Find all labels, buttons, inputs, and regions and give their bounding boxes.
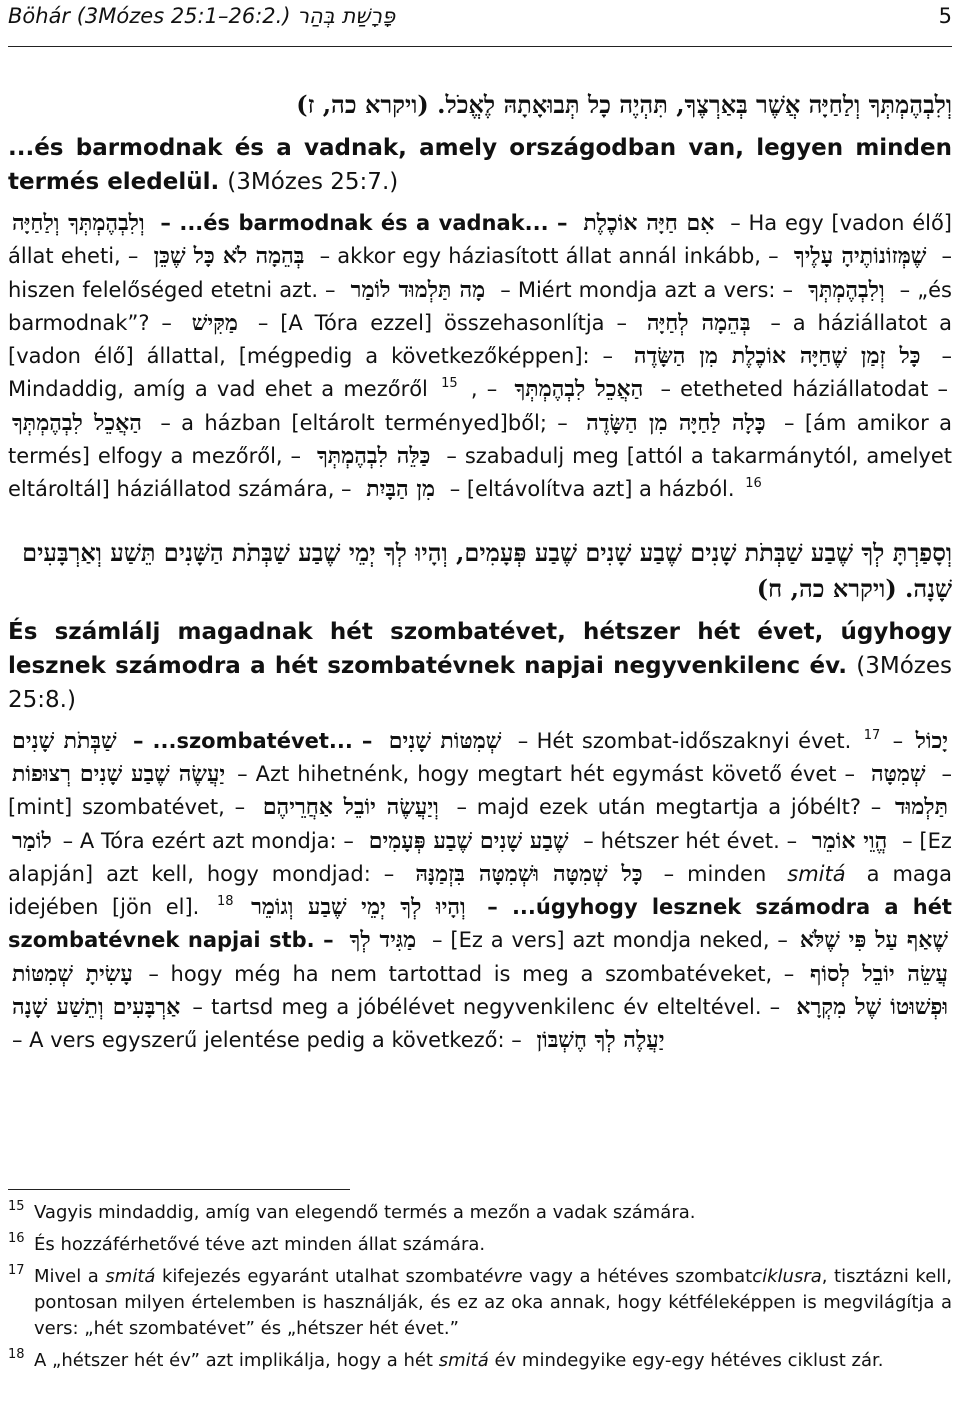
commentary-text: a maga idejében [jön el]. xyxy=(8,861,952,920)
footnote-ref: 15 xyxy=(441,376,458,392)
italic-term: ciklusra xyxy=(752,1266,822,1287)
footnote-number: 18 xyxy=(8,1347,25,1362)
italic-term: smitá xyxy=(105,1266,156,1287)
hebrew-quote: שֶׁמְּזוֹנוֹתֶיהָ עָלֶיךָ xyxy=(793,243,927,270)
hebrew-quote: כַּלֵּה לִבְהֶמְתְּךָ xyxy=(317,443,431,470)
hebrew-quote: וְהָיוּ לְךָ יְמֵי שֶׁבַע וְגוֹמֵר xyxy=(251,894,466,921)
commentary-text: – akkor egy háziasított állat annál inkább, – xyxy=(319,244,779,269)
verse-2 xyxy=(8,535,952,717)
footnote-17 xyxy=(8,1264,952,1342)
verse-lemma: – ...úgyhogy lesznek számodra a hét szombatévnek napjai stb. – xyxy=(8,895,952,953)
commentary-text: – A Tóra ezért azt mondja: – xyxy=(62,828,354,853)
hebrew-quote: תַּלְמוּד לוֹמַר xyxy=(12,794,949,854)
hebrew-quote: שַׁבְּתֹת שָׁנִים xyxy=(12,727,117,754)
commentary-text: – [A Tóra ezzel] összehasonlítja – xyxy=(257,310,627,335)
commentary-text: – Hét szombat-időszaknyi évet. xyxy=(517,728,852,753)
commentary-text: – tartsd meg a jóbélévet negyvenkilenc év elteltével. – xyxy=(192,995,781,1020)
verse-lemma: – ...és barmodnak és a vadnak... – xyxy=(160,211,568,235)
hebrew-quote: אִם חַיָּה אוֹכֶלֶת xyxy=(583,210,715,236)
verse-2-hebrew: וְסָפַרְתָּ לְךָ שֶׁבַע שַׁבְּתֹת שָׁנִים שֶׁבַע שָׁנִים שֶׁבַע פְּעָמִים, וְהָיוּ לְךָ יְמֵי שֶׁבַע שַׁבְּתֹת הַשָּׁנִים תֵּשַׁע וְאַרְבָּעִים שָׁנָה. (ויקרא כה, ח) xyxy=(22,537,952,603)
header-title: Böhár (3Mózes 25:1–26:2.) פָּרָשַׁת בְּהַר xyxy=(8,4,396,28)
hebrew-quote: שְׁמִטָּה xyxy=(870,760,926,787)
footnote-ref: 18 xyxy=(216,894,234,910)
commentary-2 xyxy=(8,725,952,1058)
commentary-text: – „és barmodnak”? – xyxy=(8,277,952,335)
footnote-number: 15 xyxy=(8,1199,25,1214)
hebrew-quote: עֲשֵׂה יוֹבֵל לְסוֹף אַרְבָּעִים וְתֵשַׁע שָׁנָה xyxy=(12,960,948,1021)
commentary-text: – hiszen felelőséged etetni azt. – xyxy=(8,244,953,302)
hebrew-quote: מָה תַּלְמוּד לוֹמַר xyxy=(350,276,486,303)
verse-1-translation-text: ...és barmodnak és a vadnak, amely országodban van, legyen minden termés eledelül. xyxy=(8,135,952,195)
footnote-divider xyxy=(8,1189,350,1190)
italic-term: smitá xyxy=(438,1350,489,1371)
commentary-text: – minden xyxy=(663,861,767,886)
footnotes xyxy=(8,1200,952,1380)
commentary-text: – Miért mondja azt a vers: – xyxy=(500,277,794,302)
commentary-text: – a háziállatot a [vadon élő] állattal, [mégpedig a következőképpen]: – xyxy=(8,310,952,369)
hebrew-quote: שֶׁבַע שָׁנִים שֶׁבַע פְּעָמִים xyxy=(368,827,569,854)
page-number: 5 xyxy=(938,4,952,28)
verse-1 xyxy=(8,87,952,199)
commentary-text: – Ha egy [vadon élő] állat eheti, – xyxy=(8,211,953,269)
footnote-16 xyxy=(8,1232,952,1258)
hebrew-quote: כָּלָה לַחַיָּה מִן הַשָּׂדֶה xyxy=(586,409,766,436)
verse-2-translation xyxy=(8,615,952,717)
commentary-text: – etetheted háziállatodat – xyxy=(660,377,948,402)
footnote-number: 16 xyxy=(8,1231,25,1246)
hebrew-quote: יַעֲלֶה לְךָ חֶשְׁבּוֹן xyxy=(536,1027,665,1054)
running-header xyxy=(8,0,952,47)
hebrew-quote: בְּהֵמָה לְחַיָּה xyxy=(646,309,751,336)
hebrew-quote: הַאֲכֵל לִבְהֶמְתְּךָ xyxy=(12,409,142,436)
hebrew-quote: כָּל שְׁמִטָּה וּשְׁמִטָּה בִּזְמַנָּהּ xyxy=(415,860,643,887)
verse-1-reference: (3Mózes 25:7.) xyxy=(227,169,399,195)
hebrew-quote: וּפְשׁוּטוֹ שֶׁל מִקְרָא xyxy=(796,994,948,1021)
footnote-text: Vagyis mindaddig, amíg van elegendő termés a mezőn a vadak számára. xyxy=(34,1202,696,1223)
commentary-text: – Azt hihetnénk, hogy megtart hét egymást követő évet – xyxy=(237,761,855,786)
commentary-text: – [mint] szombatévet, – xyxy=(8,761,952,820)
italic-term: évre xyxy=(482,1266,523,1287)
commentary-text: – A vers egyszerű jelentése pedig a következő: – xyxy=(12,1028,522,1053)
hebrew-quote: יָכוֹל יַעֲשֶׂה שֶׁבַע שָׁנִים רְצוּפוֹת xyxy=(12,727,949,787)
commentary-text: – hétszer hét évet. – xyxy=(583,828,798,853)
hebrew-quote: כָּל זְמַן שֶׁחַיָּה אוֹכֶלֶת מִן הַשָּׂדֶה xyxy=(633,343,921,370)
commentary-text: – [Ez a vers] azt mondja neked, – xyxy=(432,928,788,953)
verse-1-hebrew: וְלִבְהֶמְתְּךָ וְלַחַיָּה אֲשֶׁר בְּאַרְצֶךָ, תִּהְיֶה כָל תְּבוּאָתָהּ לֶאֱכֹל. (ויקרא כה, ז) xyxy=(296,90,952,119)
footnote-15 xyxy=(8,1200,952,1226)
footnote-text: Mivel a xyxy=(34,1266,106,1287)
footnote-text: kifejezés egyaránt utalhat szombat xyxy=(155,1266,483,1287)
footnote-text: És hozzáférhetővé téve azt minden állat számára. xyxy=(34,1234,486,1255)
commentary-text: – [Ez alapján] azt kell, hogy mondjad: – xyxy=(8,828,952,886)
italic-term: smitá xyxy=(787,861,846,886)
footnote-number: 17 xyxy=(8,1263,25,1278)
commentary-text: , – xyxy=(470,377,498,402)
hebrew-quote: וְלִבְהֶמְתְּךָ xyxy=(808,276,885,303)
hebrew-quote: מַקִּישׁ xyxy=(191,309,238,336)
commentary-text: – Mindaddig, amíg a vad ehet a mezőről xyxy=(8,344,952,402)
footnote-text: , tisztázni kell, pontosan milyen értelemben is használják, és ez az oka annak, hogy kétféleképpen is megvilágítja a vers: „hét szombatévet” és „hétszer hét évet.” xyxy=(34,1266,952,1339)
hebrew-quote: שְׁמִטּוֹת שָׁנִים xyxy=(388,727,502,754)
commentary-text: – xyxy=(892,728,904,753)
hebrew-quote: שֶׁאַף עַל פִּי שֶׁלֹּא עָשִׂיתָ שְׁמִטּוֹת xyxy=(12,927,948,987)
verse-2-reference: (3Mózes 25:8.) xyxy=(8,652,952,713)
footnote-ref: 17 xyxy=(863,727,881,743)
commentary-text: – [eltávolítva azt] a házból. xyxy=(449,477,735,502)
hebrew-quote: וְלִבְהֶמְתְּךָ וְלַחַיָּה xyxy=(12,210,145,236)
hebrew-quote: מִן הַבָּיִת xyxy=(366,476,435,503)
verse-2-translation-text: És számlálj magadnak hét szombatévet, hétszer hét évet, úgyhogy lesznek számodra a hét szombatévnek napjai negyvenkilenc év. xyxy=(8,618,952,679)
footnote-18 xyxy=(8,1348,952,1374)
page xyxy=(8,0,952,1058)
verse-1-translation xyxy=(8,131,952,199)
commentary-text: – hogy még ha nem tartottad is meg a szombatéveket, – xyxy=(148,961,795,986)
hebrew-quote: וְיַעֲשֶׂה יוֹבֵל אַחֲרֵיהֶם xyxy=(262,794,439,821)
footnote-text: vagy a hétéves szombat xyxy=(522,1266,753,1287)
verse-lemma: – ...szombatévet... – xyxy=(133,728,373,753)
footnote-text: A „hétszer hét év” azt implikálja, hogy a hét xyxy=(34,1350,439,1371)
commentary-text: – [ám amikor a termés] elfogy a mezőről, – xyxy=(8,410,952,469)
commentary-1 xyxy=(8,207,952,507)
hebrew-quote: בְּהֵמָה לֹא כָּל שֶׁכֵּן xyxy=(153,243,305,270)
commentary-text: – majd ezek után megtartja a jóbélt? – xyxy=(456,795,882,820)
commentary-text: – a házban [eltárolt terményed]ből; – xyxy=(160,410,568,435)
commentary-text: – szabadulj meg [attól a takarmánytól, amelyet eltároltál] háziállatod számára, – xyxy=(8,444,952,502)
footnote-text: év mindegyike egy-egy hétéves ciklust zár. xyxy=(488,1350,884,1371)
footnote-ref: 16 xyxy=(745,476,762,492)
hebrew-quote: הַאֲכֵל לִבְהֶמְתְּךָ xyxy=(514,376,644,403)
hebrew-quote: מַגִּיד לְךָ xyxy=(349,927,417,954)
hebrew-quote: הֱוֵי אוֹמֵר xyxy=(811,827,888,854)
